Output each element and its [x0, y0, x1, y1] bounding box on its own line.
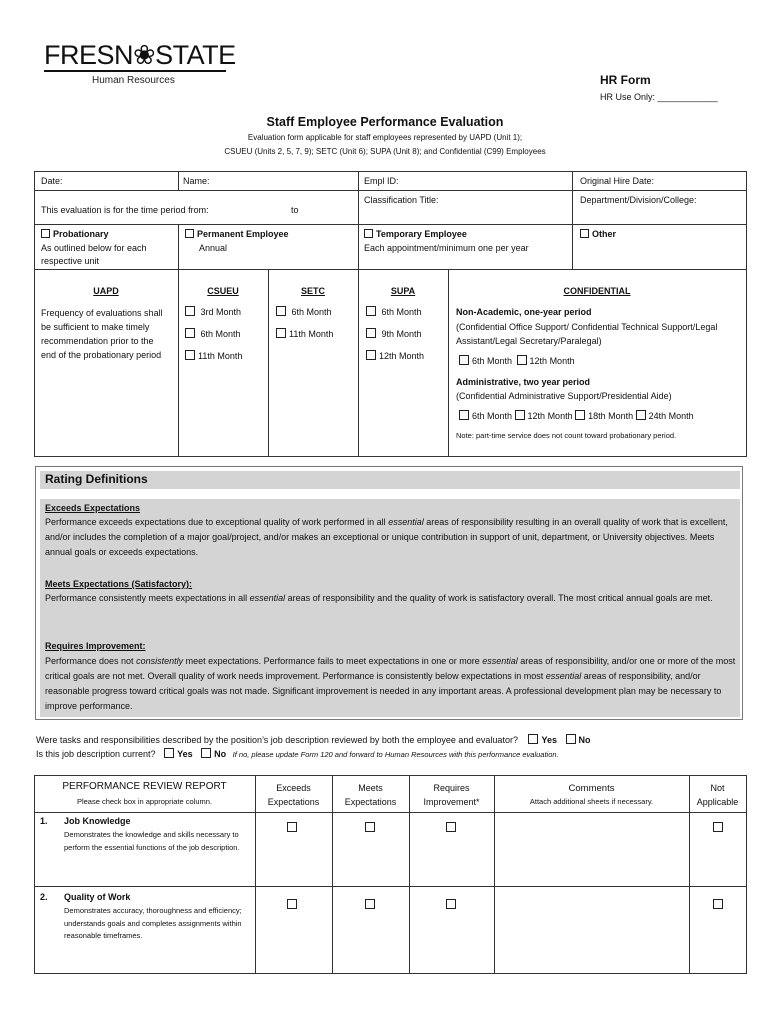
- csueu-11th-checkbox[interactable]: [185, 350, 195, 360]
- setc-option-6th[interactable]: [276, 306, 332, 319]
- requires-title: Requires Improvement:: [45, 641, 146, 651]
- period-field[interactable]: This evaluation is for the time period from:: [41, 205, 209, 215]
- setc-option-11th[interactable]: [276, 328, 333, 341]
- confidential-heading: CONFIDENTIAL: [563, 286, 631, 296]
- supa-heading: SUPA: [390, 286, 416, 296]
- requires-definition: Performance does not consistently meet expectations. Performance fails to meet expectations in one or more essential areas of responsibility, and/or one or more of the most critical goals are not met. Overall quality of work needs improvement. Performance is consistently below expectations in most essential areas of responsibility, and/or reasonable progress toward critical goals was not made. Significant improvement is needed in any important areas. A professional development plan may be necessary to improve performance.: [45, 656, 736, 711]
- q2-yes-label: Yes: [177, 749, 193, 759]
- conf-nonacademic-title: Non-Academic, one-year period: [456, 307, 592, 317]
- conf-ad-24th-label: 24th Month: [648, 411, 694, 421]
- uapd-description: Frequency of evaluations shall be sufficient to make timely recommendation prior to the end of the probationary period: [41, 308, 163, 360]
- conf-admin-desc: (Confidential Administrative Support/Presidential Aide): [456, 391, 672, 401]
- conf-ad-12th-checkbox[interactable]: [515, 410, 525, 420]
- review-report-title: PERFORMANCE REVIEW REPORT: [62, 781, 227, 792]
- col-not-applicable: Not Applicable: [696, 783, 739, 807]
- q1-yes-label: Yes: [541, 735, 557, 745]
- row-2-requires-checkbox[interactable]: [446, 899, 456, 909]
- period-to-label: to: [291, 205, 299, 215]
- supa-9th-label: 9th Month: [381, 329, 422, 339]
- meets-definition: Performance consistently meets expectations in all essential areas of responsibility and the quality of work is satisfactory overall. The most critical annual goals are met.: [45, 593, 713, 603]
- exceeds-definition: Performance exceeds expectations due to exceptional quality of work performed in all essential areas of responsibility resulting in an overall quality of work that is excellent, and/or includes the completion of a major goal/project, and/or makes an exceptional or unique contribution in support of unit, department, or University objectives. Meets annual goals or exceeds expectations.: [45, 517, 728, 557]
- page-title: Staff Employee Performance Evaluation: [266, 115, 504, 129]
- conf-ad-18th-label: 18th Month: [588, 411, 634, 421]
- supa-6th-label: 6th Month: [381, 307, 422, 317]
- conf-na-12th-checkbox[interactable]: [517, 355, 527, 365]
- supa-option-6th[interactable]: [366, 306, 422, 319]
- col-comments: Comments: [568, 783, 615, 794]
- supa-9th-checkbox[interactable]: [366, 328, 376, 338]
- col-meets-expectations: Meets Expectations: [344, 783, 397, 807]
- setc-11th-checkbox[interactable]: [276, 328, 286, 338]
- q1-no-label: No: [578, 735, 591, 745]
- meets-title: Meets Expectations (Satisfactory):: [45, 579, 193, 589]
- other-option[interactable]: [580, 228, 616, 241]
- conf-ad-options: [459, 410, 694, 423]
- other-label: Other: [592, 229, 617, 239]
- csueu-11th-label: 11th Month: [198, 351, 243, 361]
- csueu-6th-checkbox[interactable]: [185, 328, 195, 338]
- hr-form-label: HR Form: [600, 73, 651, 87]
- name-field[interactable]: Name:: [183, 176, 210, 186]
- logo-subtitle: Human Resources: [92, 75, 175, 86]
- probationary-label: Probationary: [53, 229, 109, 239]
- row-1-comments[interactable]: [496, 814, 687, 884]
- subtitle-line-1: Evaluation form applicable for staff employees represented by UAPD (Unit 1);: [247, 133, 523, 142]
- conf-nonacademic-desc: (Confidential Office Support/ Confidential Technical Support/Legal Assistant/Legal Secretary/Paralegal): [456, 322, 718, 346]
- row-1-requires-checkbox[interactable]: [446, 822, 456, 832]
- hire-date-field[interactable]: Original Hire Date:: [580, 176, 655, 186]
- row-1-title: Job Knowledge: [64, 816, 131, 826]
- permanent-checkbox[interactable]: [185, 229, 194, 238]
- setc-heading: SETC: [300, 286, 325, 296]
- exceeds-title: Exceeds Expectations: [45, 503, 141, 513]
- probation-note: Note: part-time service does not count toward probationary period.: [456, 431, 677, 440]
- hr-use-only: HR Use Only: ____________: [600, 92, 718, 102]
- csueu-option-11th[interactable]: [185, 350, 242, 363]
- csueu-option-3rd[interactable]: [185, 306, 241, 319]
- department-field[interactable]: Department/Division/College:: [580, 195, 697, 205]
- csueu-option-6th[interactable]: [185, 328, 241, 341]
- rating-definitions-heading: Rating Definitions: [45, 472, 148, 486]
- row-1-meets-checkbox[interactable]: [365, 822, 375, 832]
- review-report-instructions: Please check box in appropriate column.: [76, 797, 213, 806]
- q1-no-checkbox[interactable]: [566, 734, 576, 744]
- row-2-description: Demonstrates accuracy, thoroughness and efficiency; understands goals and completes assignments within reasonable timeframes.: [64, 906, 242, 940]
- row-2-number: 2.: [40, 892, 48, 902]
- permanent-option[interactable]: [185, 228, 289, 241]
- row-1-number: 1.: [40, 816, 48, 826]
- setc-11th-label: 11th Month: [289, 329, 334, 339]
- conf-admin-title: Administrative, two year period: [456, 377, 591, 387]
- row-2-title: Quality of Work: [64, 892, 131, 902]
- q1-yes-checkbox[interactable]: [528, 734, 538, 744]
- supa-12th-checkbox[interactable]: [366, 350, 376, 360]
- q2-note: If no, please update Form 120 and forward to Human Resources with this performance evaluation.: [232, 750, 559, 759]
- logo-underline: [44, 70, 226, 72]
- permanent-desc: Annual: [199, 243, 228, 253]
- empl-id-field[interactable]: Empl ID:: [364, 176, 399, 186]
- conf-ad-6th-checkbox[interactable]: [459, 410, 469, 420]
- setc-6th-label: 6th Month: [291, 307, 332, 317]
- temporary-option[interactable]: [364, 228, 467, 241]
- q2-no-checkbox[interactable]: [201, 748, 211, 758]
- conf-ad-12th-label: 12th Month: [527, 411, 573, 421]
- row-2-na-checkbox[interactable]: [713, 899, 723, 909]
- row-2-comments[interactable]: [496, 888, 687, 971]
- csueu-6th-label: 6th Month: [200, 329, 241, 339]
- csueu-heading: CSUEU: [207, 286, 239, 296]
- supa-12th-label: 12th Month: [379, 351, 425, 361]
- subtitle-line-2: CSUEU (Units 2, 5, 7, 9); SETC (Unit 6); SUPA (Unit 8); and Confidential (C99) Employees: [224, 147, 546, 156]
- other-checkbox[interactable]: [580, 229, 589, 238]
- supa-option-9th[interactable]: [366, 328, 422, 341]
- probationary-option[interactable]: [41, 228, 176, 241]
- q2-no-label: No: [214, 749, 227, 759]
- conf-na-6th-checkbox[interactable]: [459, 355, 469, 365]
- csueu-3rd-label: 3rd Month: [200, 307, 242, 317]
- supa-6th-checkbox[interactable]: [366, 306, 376, 316]
- row-1-na-checkbox[interactable]: [713, 822, 723, 832]
- question-job-description-current: [36, 748, 559, 761]
- q1-text: Were tasks and responsibilities described by the position’s job description reviewed by both the employee and evaluator?: [36, 735, 518, 745]
- conf-na-options: [459, 355, 575, 368]
- row-2-meets-checkbox[interactable]: [365, 899, 375, 909]
- setc-6th-checkbox[interactable]: [276, 306, 286, 316]
- classification-title-field[interactable]: Classification Title:: [364, 195, 439, 205]
- row-1-description: Demonstrates the knowledge and skills necessary to perform the essential functions of the job description.: [64, 830, 240, 852]
- q2-text: Is this job description current?: [36, 749, 156, 759]
- conf-na-6th-label: 6th Month: [472, 356, 513, 366]
- temporary-desc: Each appointment/minimum one per year: [364, 243, 529, 253]
- csueu-3rd-checkbox[interactable]: [185, 306, 195, 316]
- permanent-label: Permanent Employee: [197, 229, 289, 239]
- uapd-heading: UAPD: [93, 286, 119, 296]
- conf-ad-18th-checkbox[interactable]: [575, 410, 585, 420]
- question-job-description-reviewed: [36, 734, 591, 747]
- date-field[interactable]: Date:: [41, 176, 63, 186]
- row-2-exceeds-checkbox[interactable]: [287, 899, 297, 909]
- temporary-label: Temporary Employee: [376, 229, 467, 239]
- col-requires-improvement: Requires Improvement*: [423, 783, 480, 807]
- col-comments-sub: Attach additional sheets if necessary.: [529, 797, 654, 806]
- probationary-desc: As outlined below for each respective unit: [41, 243, 147, 266]
- conf-ad-24th-checkbox[interactable]: [636, 410, 646, 420]
- conf-ad-6th-label: 6th Month: [472, 411, 513, 421]
- row-1-exceeds-checkbox[interactable]: [287, 822, 297, 832]
- temporary-checkbox[interactable]: [364, 229, 373, 238]
- col-exceeds-expectations: Exceeds Expectations: [267, 783, 320, 807]
- probationary-checkbox[interactable]: [41, 229, 50, 238]
- conf-na-12th-label: 12th Month: [529, 356, 575, 366]
- supa-option-12th[interactable]: [366, 350, 424, 363]
- fresno-state-logo: FRESN❀STATE: [44, 40, 236, 70]
- q2-yes-checkbox[interactable]: [164, 748, 174, 758]
